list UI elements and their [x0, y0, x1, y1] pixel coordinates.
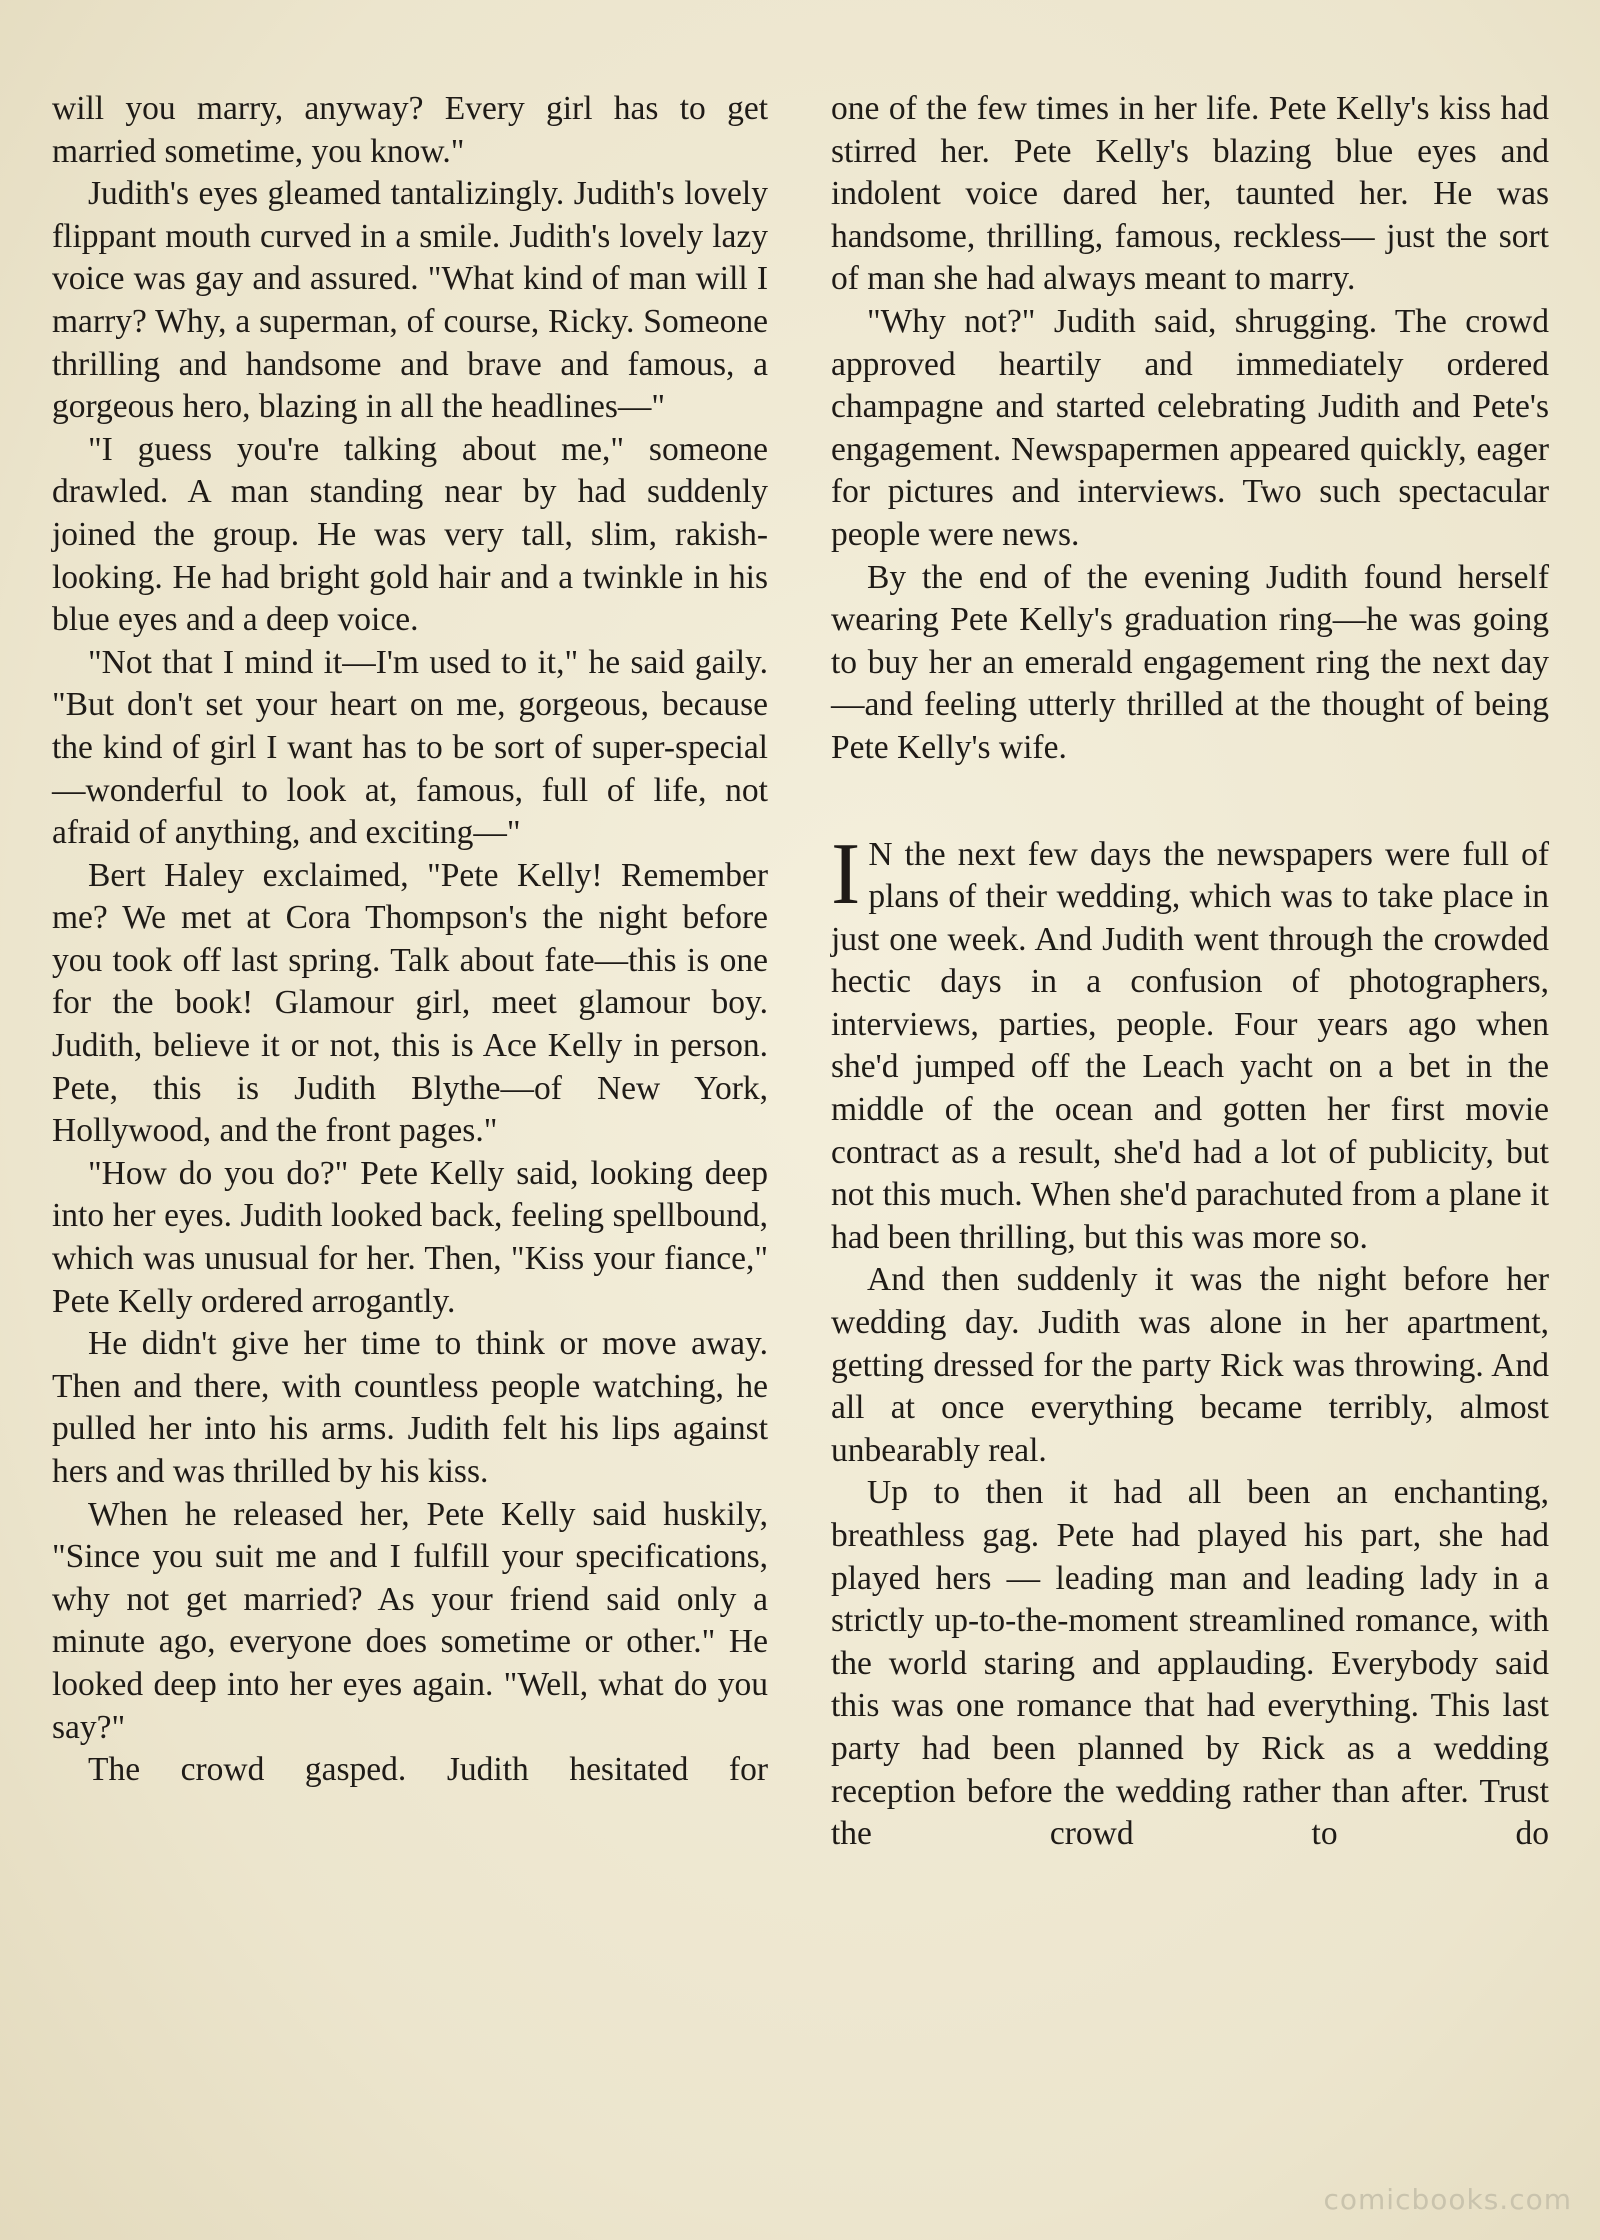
paragraph: "How do you do?" Pete Kelly said, looking deep into her eyes. Judith looked back, feeling spellbound, which was unusual for her. Then, "Kiss your fiance," Pete Kelly ordered arrogantly.: [52, 1154, 768, 1320]
paragraph: "Why not?" Judith said, shrugging. The crowd approved heartily and immediately ordered champagne and started celebrating Judith and Pete's engagement. Newspapermen appeared quickly, eager for pictures and interviews. Two such spectacular people were news.: [831, 302, 1549, 553]
paragraph: And then suddenly it was the night before her wedding day. Judith was alone in her apartment, getting dressed for the party Rick was throwing. And all at once everything became terribly, almost unbearably real.: [831, 1261, 1549, 1469]
paragraph: When he released her, Pete Kelly said huskily, "Since you suit me and I fulfill your specifications, why not get married? As your friend said only a minute ago, everyone does sometime or other." He looked deep into her eyes again. "Well, what do you say?": [52, 1495, 768, 1746]
paragraph: "Not that I mind it—I'm used to it," he said gaily. "But don't set your heart on me, gorgeous, because the kind of girl I want has to be sort of super-special—wonderful to look at, famous, full of life, not afraid of anything, and exciting—": [52, 643, 768, 852]
paragraph: "I guess you're talking about me," someone drawled. A man standing near by had suddenly joined the group. He was very tall, slim, rakish-looking. He had bright gold hair and a twinkle in his blue eyes and a deep voice.: [52, 430, 768, 639]
left-text-column: [52, 88, 768, 1792]
paragraph: Judith's eyes gleamed tantalizingly. Judith's lovely flippant mouth curved in a smile. Judith's lovely lazy voice was gay and assured. "What kind of man will I marry? Why, a superman, of course, Ricky. Someone thrilling and handsome and brave and famous, a gorgeous hero, blazing in all the headlines—": [52, 175, 768, 426]
paragraph: The crowd gasped. Judith hesitated for: [88, 1751, 768, 1789]
paragraph: one of the few times in her life. Pete Kelly's kiss had stirred her. Pete Kelly's blazing blue eyes and indolent voice dared her, taunted her. He was handsome, thrilling, famous, reckless— just the sort of man she had always meant to marry.: [831, 90, 1549, 298]
paragraph-text: N the next few days the newspapers were full of plans of their wedding, which was to take place in just one week. And Judith went through the crowded hectic days in a confusion of photographers, interviews, parties, people. Four years ago when she'd jumped off the Leach yacht on a bet in the middle of the ocean and gotten her first movie contract as a result, she'd had a lot of publicity, but not this much. When she'd parachuted from a plane it had been thrilling, but this was more so.: [831, 835, 1549, 1256]
watermark: comicbooks.com: [1323, 2183, 1572, 2216]
paragraph: He didn't give her time to think or move away. Then and there, with countless people watching, he pulled her into his arms. Judith felt his lips against hers and was thrilled by his kiss.: [52, 1325, 768, 1490]
drop-cap: I: [831, 825, 861, 923]
paragraph: By the end of the evening Judith found herself wearing Pete Kelly's graduation ring—he was going to buy her an emerald engagement ring the next day—and feeling utterly thrilled at the thought of being Pete Kelly's wife.: [831, 558, 1549, 766]
section-break: [831, 770, 1549, 834]
paragraph: Up to then it had all been an enchanting, breathless gag. Pete had played his part, she had played hers — leading man and leading lady in a strictly up-to-the-moment streamlined romance, with the world staring and applauding. Everybody said this was one romance that had everything. This last party had been planned by Rick as a wedding reception before the wedding rather than after. Trust the crowd to do: [831, 1474, 1549, 1853]
paragraph: Bert Haley exclaimed, "Pete Kelly! Remember me? We met at Cora Thompson's the night before you took off last spring. Talk about fate—this is one for the book! Glamour girl, meet glamour boy. Judith, believe it or not, this is Ace Kelly in person. Pete, this is Judith Blythe—of New York, Hollywood, and the front pages.": [52, 856, 768, 1150]
right-text-column: [831, 88, 1549, 1856]
paragraph: will you marry, anyway? Every girl has to get married sometime, you know.": [52, 90, 768, 170]
section-opening-paragraph: [831, 825, 1549, 1260]
